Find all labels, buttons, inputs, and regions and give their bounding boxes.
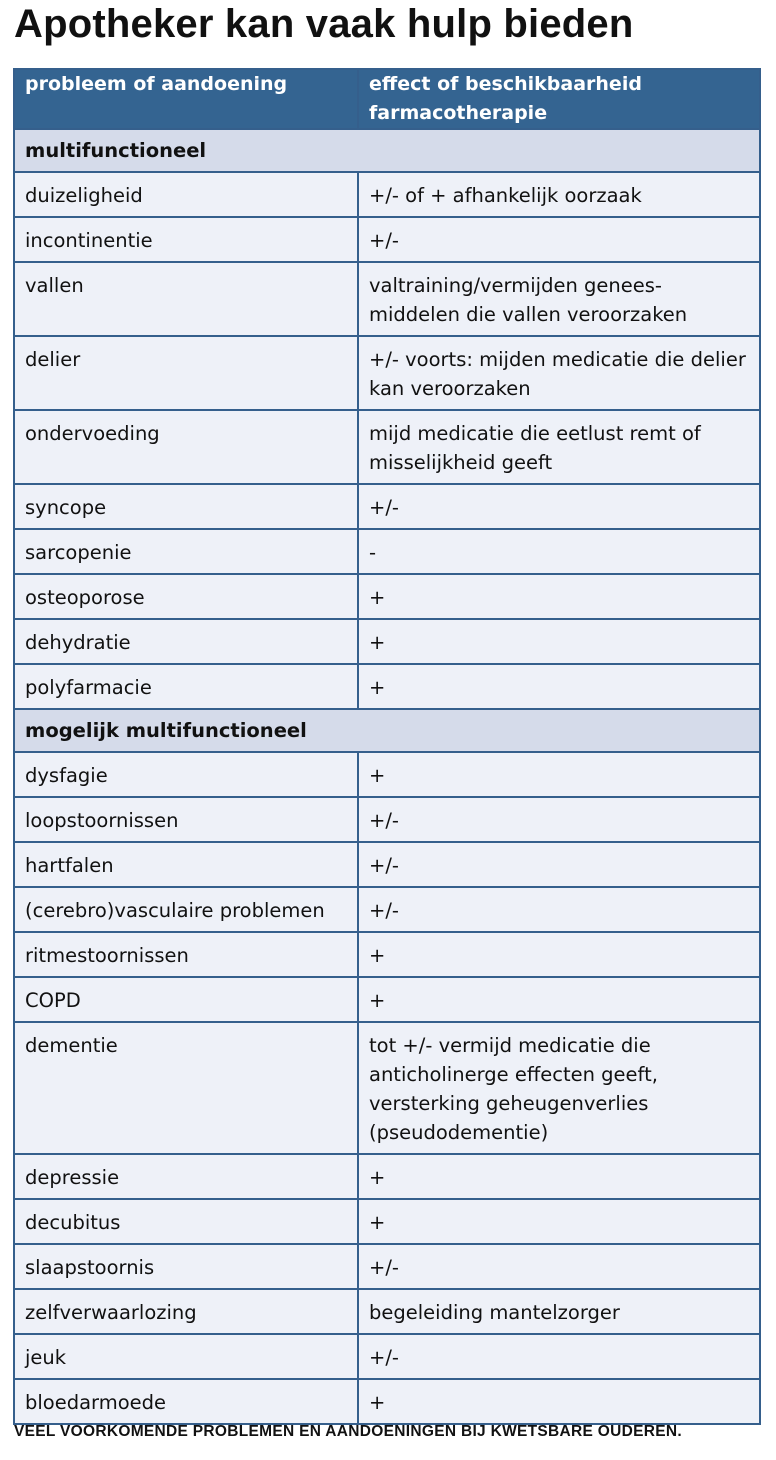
- effect-cell: valtraining/vermijden genees-middelen die vallen veroorzaken: [358, 262, 760, 336]
- effect-cell: +: [358, 664, 760, 709]
- effect-cell: +/-: [358, 887, 760, 932]
- effect-cell: +: [358, 574, 760, 619]
- effect-cell: +/- of + afhankelijk oorzaak: [358, 172, 760, 217]
- condition-cell: COPD: [14, 977, 358, 1022]
- condition-cell: slaapstoornis: [14, 1244, 358, 1289]
- effect-cell: +/-: [358, 484, 760, 529]
- effect-cell: -: [358, 529, 760, 574]
- effect-cell: +/- voorts: mijden medicatie die delier kan veroorzaken: [358, 336, 760, 410]
- condition-cell: osteoporose: [14, 574, 358, 619]
- table-row: [14, 1154, 760, 1199]
- condition-cell: loopstoornissen: [14, 797, 358, 842]
- condition-cell: dysfagie: [14, 752, 358, 797]
- condition-cell: polyfarmacie: [14, 664, 358, 709]
- table-row: [14, 752, 760, 797]
- effect-cell: mijd medicatie die eetlust remt of misselijkheid geeft: [358, 410, 760, 484]
- table-row: [14, 172, 760, 217]
- table-header-row: [14, 69, 760, 129]
- effect-cell: +: [358, 977, 760, 1022]
- effect-cell: +: [358, 752, 760, 797]
- table-row: [14, 842, 760, 887]
- condition-cell: depressie: [14, 1154, 358, 1199]
- condition-cell: ondervoeding: [14, 410, 358, 484]
- table-row: [14, 410, 760, 484]
- table-row: [14, 529, 760, 574]
- condition-cell: zelfverwaarlozing: [14, 1289, 358, 1334]
- condition-cell: (cerebro)vasculaire problemen: [14, 887, 358, 932]
- condition-cell: syncope: [14, 484, 358, 529]
- effect-cell: tot +/- vermijd medicatie die anticholinerge effecten geeft, versterking geheugenverlies (pseudodementie): [358, 1022, 760, 1154]
- effect-cell: +: [358, 1154, 760, 1199]
- effect-cell: +: [358, 1379, 760, 1424]
- effect-cell: +/-: [358, 217, 760, 262]
- section-label: multifunctioneel: [14, 129, 760, 172]
- table-row: [14, 262, 760, 336]
- table-row: [14, 1244, 760, 1289]
- effect-cell: +: [358, 1199, 760, 1244]
- condition-cell: vallen: [14, 262, 358, 336]
- table-row: [14, 619, 760, 664]
- column-header-problem: probleem of aandoening: [14, 69, 358, 129]
- column-header-effect: effect of beschikbaarheid farmacotherapie: [358, 69, 760, 129]
- condition-cell: duizeligheid: [14, 172, 358, 217]
- condition-cell: sarcopenie: [14, 529, 358, 574]
- effect-cell: +/-: [358, 797, 760, 842]
- section-row: [14, 129, 760, 172]
- condition-cell: ritmestoornissen: [14, 932, 358, 977]
- effect-cell: begeleiding mantelzorger: [358, 1289, 760, 1334]
- table-caption: VEEL VOORKOMENDE PROBLEMEN EN AANDOENINGEN BIJ KWETSBARE OUDEREN.: [14, 1423, 682, 1440]
- table-row: [14, 1289, 760, 1334]
- table-row: [14, 574, 760, 619]
- effect-cell: +/-: [358, 1334, 760, 1379]
- table-row: [14, 1379, 760, 1424]
- table-row: [14, 1199, 760, 1244]
- condition-cell: jeuk: [14, 1334, 358, 1379]
- effect-cell: +/-: [358, 1244, 760, 1289]
- condition-cell: hartfalen: [14, 842, 358, 887]
- table-body: [14, 129, 760, 1424]
- table-row: [14, 664, 760, 709]
- condition-cell: decubitus: [14, 1199, 358, 1244]
- table-row: [14, 484, 760, 529]
- condition-cell: bloedarmoede: [14, 1379, 358, 1424]
- table-row: [14, 887, 760, 932]
- section-row: [14, 709, 760, 752]
- table-row: [14, 1334, 760, 1379]
- conditions-table: [13, 68, 761, 1425]
- page-title: Apotheker kan vaak hulp bieden: [14, 2, 634, 46]
- condition-cell: delier: [14, 336, 358, 410]
- effect-cell: +: [358, 932, 760, 977]
- condition-cell: dementie: [14, 1022, 358, 1154]
- table-row: [14, 932, 760, 977]
- table-row: [14, 217, 760, 262]
- table-row: [14, 797, 760, 842]
- condition-cell: dehydratie: [14, 619, 358, 664]
- effect-cell: +: [358, 619, 760, 664]
- condition-cell: incontinentie: [14, 217, 358, 262]
- section-label: mogelijk multifunctioneel: [14, 709, 760, 752]
- table-row: [14, 1022, 760, 1154]
- table-row: [14, 336, 760, 410]
- effect-cell: +/-: [358, 842, 760, 887]
- table-row: [14, 977, 760, 1022]
